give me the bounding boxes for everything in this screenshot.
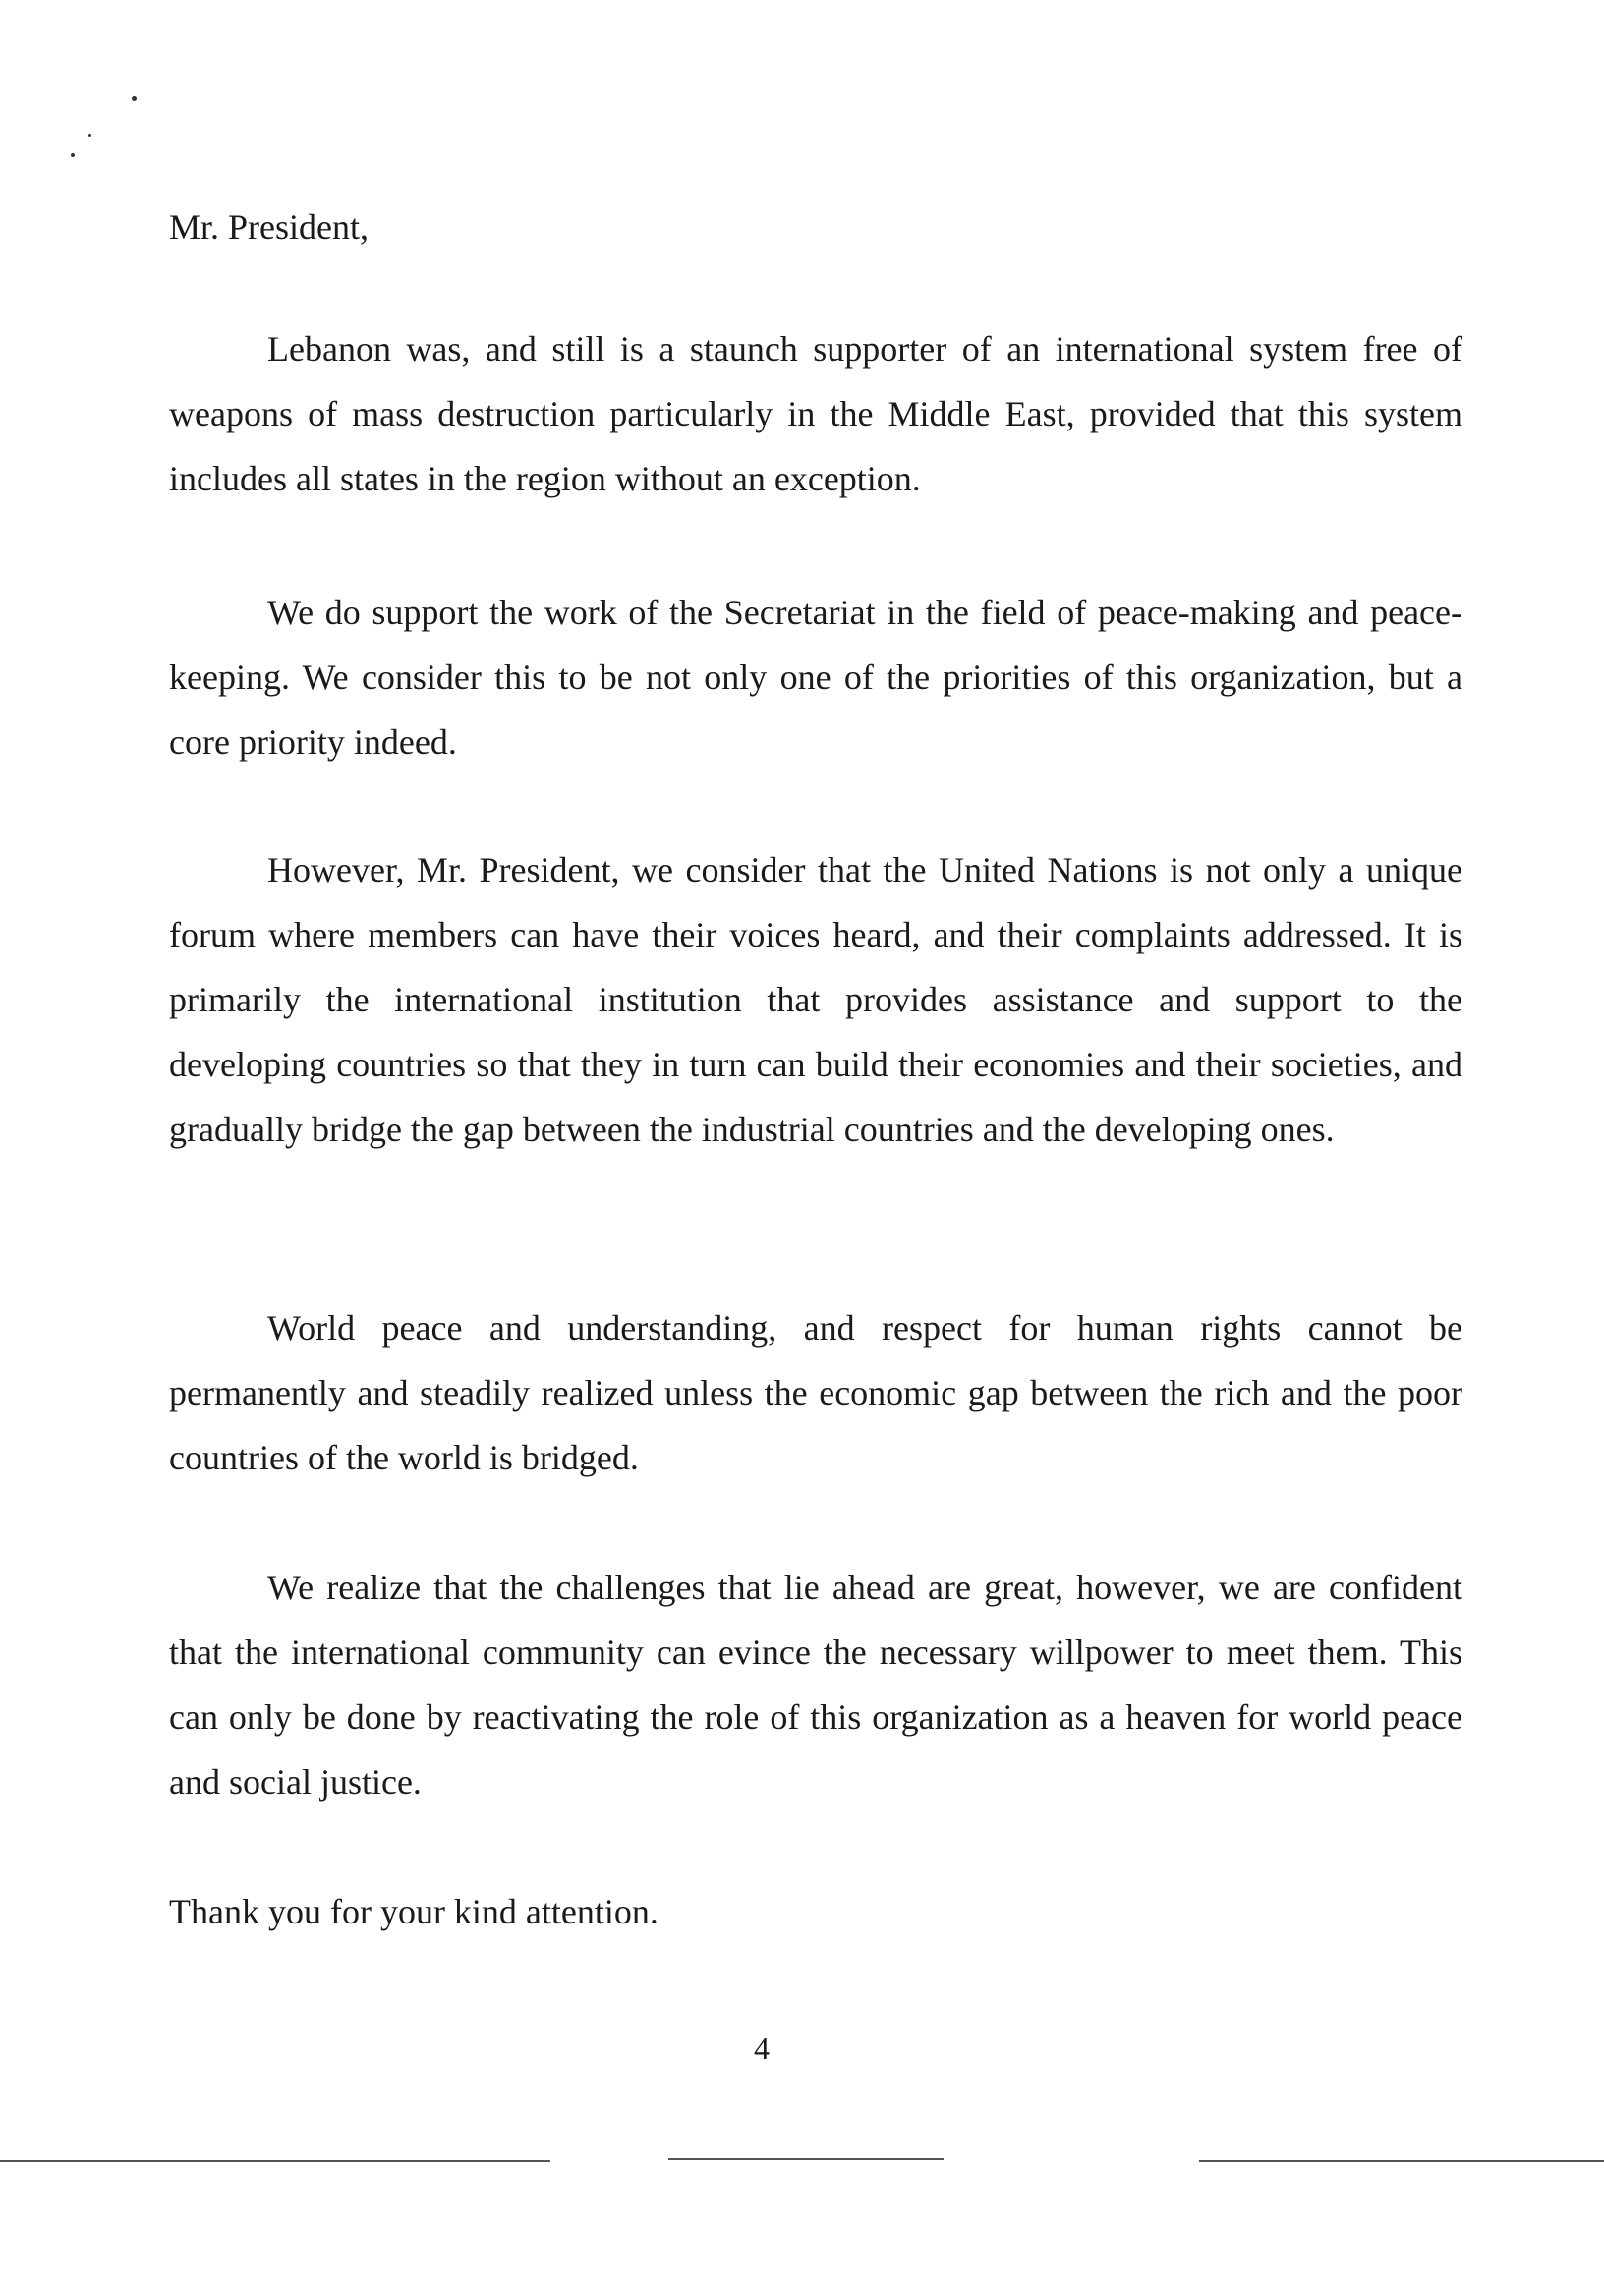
salutation: Mr. President, [169,207,369,247]
scan-rule-right [1199,2160,1604,2162]
scan-rule-center [668,2158,944,2160]
paragraph-peacekeeping: We do support the work of the Secretariat in the field of peace-making and peace-keeping. We consider this to be not only one of the priorities of this organization, but a core priority indeed. [169,593,1462,762]
paragraph-world-peace: World peace and understanding, and respect for human rights cannot be permanently and steadily realized unless the economic gap between the rich and the poor countries of the world is bridged. [169,1308,1462,1477]
paragraph-challenges: We realize that the challenges that lie ahead are great, however, we are confident that the international community can evince the necessary willpower to meet them. This can only be done by reactivating the role of this organization as a heaven for world peace and social justice. [169,1568,1462,1802]
scan-rule-left [0,2160,550,2162]
scan-speck [88,134,91,137]
paragraph-weapons: Lebanon was, and still is a staunch supporter of an international system free of weapons of mass destruction particularly in the Middle East, provided that this system includes all states in the region without an exception. [169,329,1462,498]
scan-speck [71,153,75,157]
paragraph-united-nations: However, Mr. President, we consider that the United Nations is not only a unique forum where members can have their voices heard, and their complaints addressed. It is primarily the international institution that provides assistance and support to the developing countries so that they in turn can build their economies and their societies, and gradually bridge the gap between the industrial countries and the developing ones. [169,850,1462,1149]
page-number: 4 [754,2031,770,2066]
scan-speck [132,96,137,101]
closing-line: Thank you for your kind attention. [169,1892,659,1931]
